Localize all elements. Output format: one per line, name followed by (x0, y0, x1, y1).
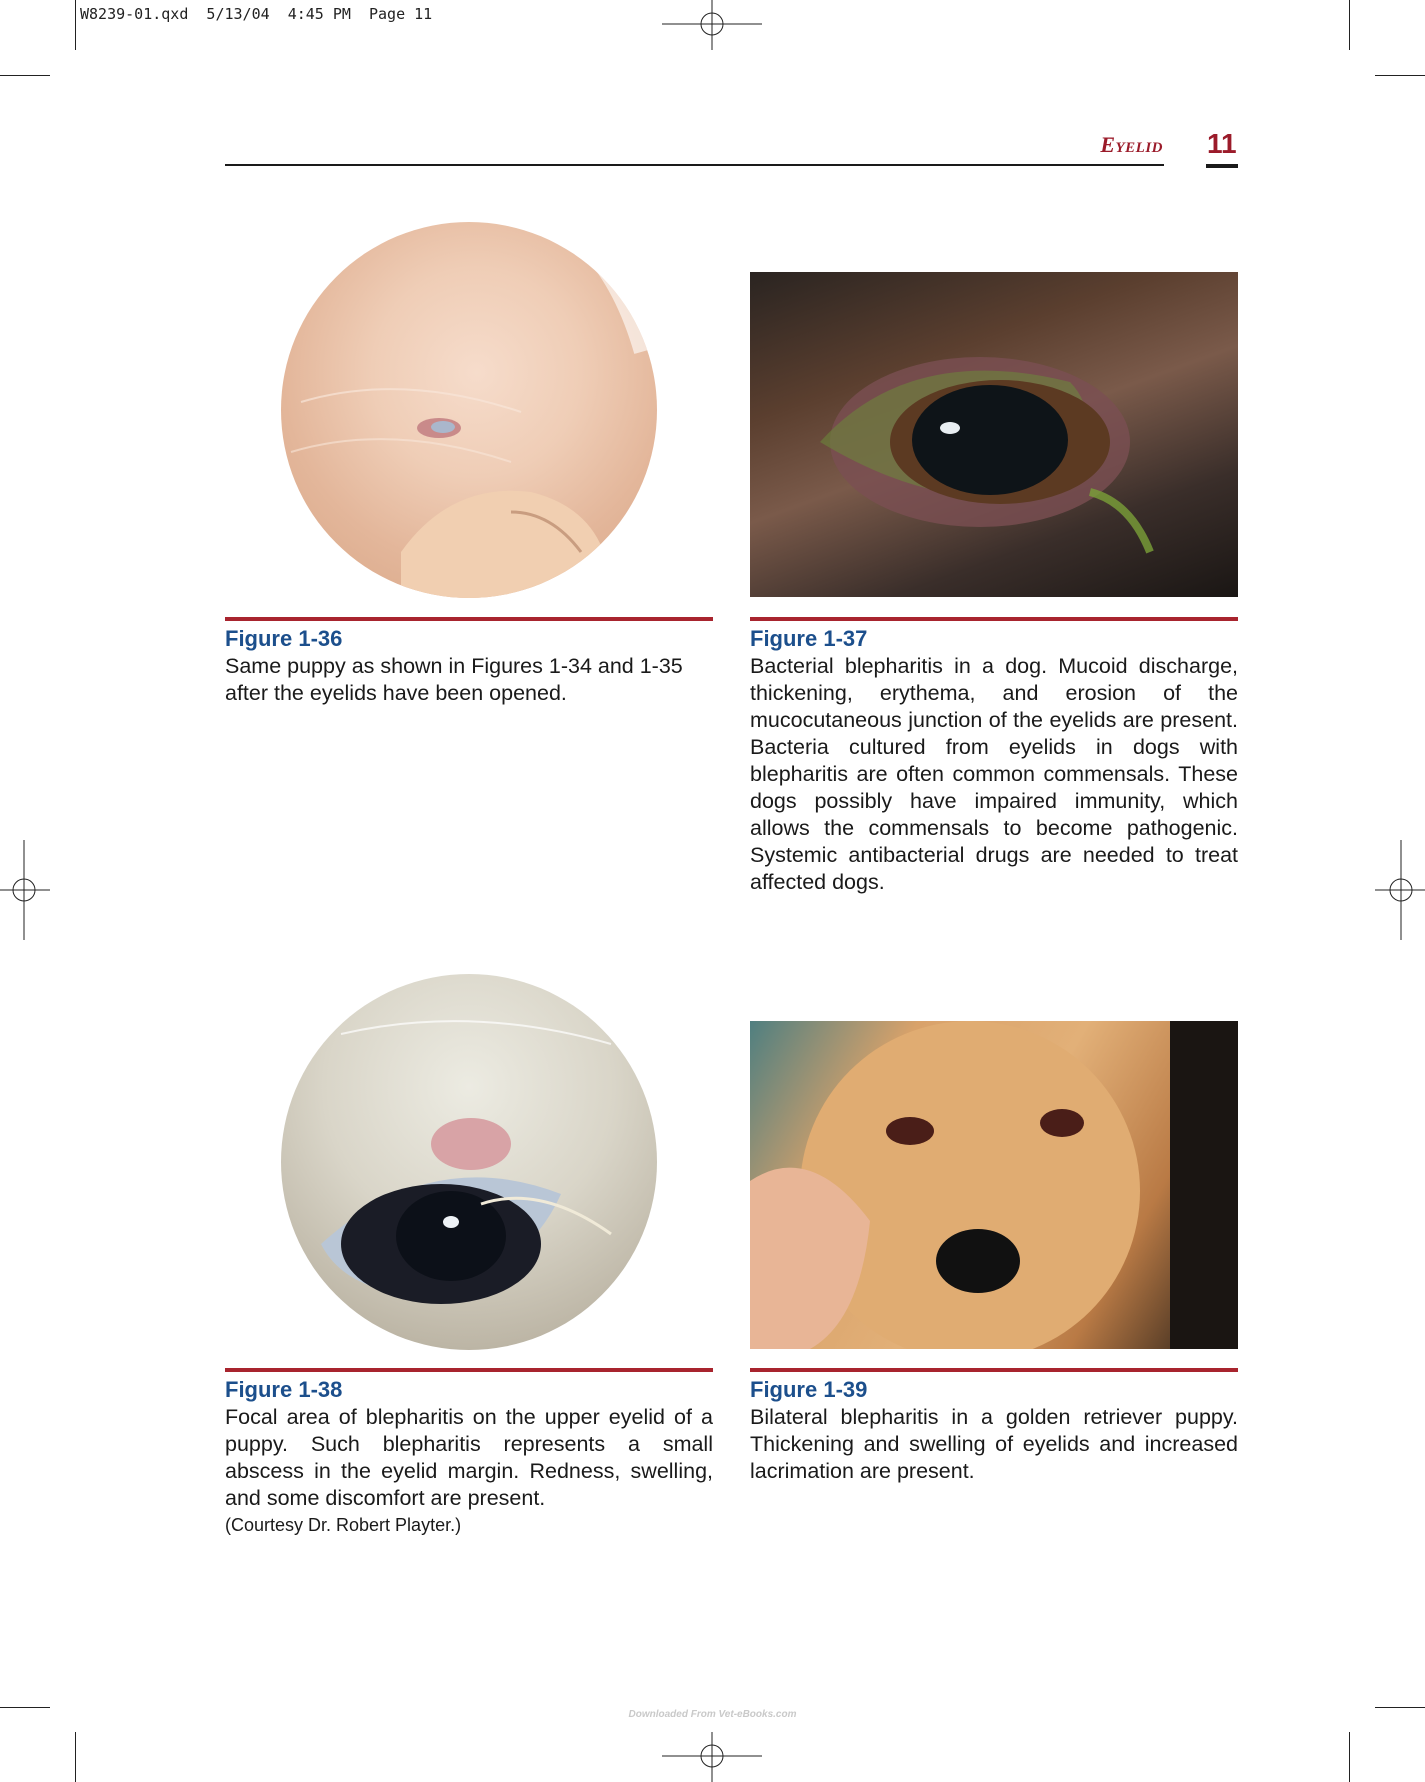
caption-rule (225, 1368, 713, 1372)
registration-mark-top-icon (662, 0, 762, 50)
dog-blepharitis-eye-photo (750, 272, 1238, 597)
figure-title: Figure 1-39 (750, 1377, 868, 1402)
registration-mark-left-icon (0, 840, 50, 940)
figure-title: Figure 1-37 (750, 626, 868, 651)
header-rule (225, 164, 1164, 166)
puppy-upper-eyelid-abscess-photo (281, 974, 657, 1350)
puppy-eyelid-photo (281, 222, 657, 598)
printer-slug: W8239-01.qxd 5/13/04 4:45 PM Page 11 (80, 5, 433, 23)
registration-mark-bottom-icon (662, 1732, 762, 1782)
courtesy-note: (Courtesy Dr. Robert Playter.) (225, 1515, 462, 1535)
figure-title: Figure 1-36 (225, 626, 343, 651)
caption-rule (750, 1368, 1238, 1372)
running-head: Eyelid (1100, 132, 1163, 157)
caption-rule (225, 617, 713, 621)
registration-mark-right-icon (1375, 840, 1425, 940)
page-number: 11 (1207, 128, 1237, 159)
figure-caption: Same puppy as shown in Figures 1-34 and 1-35 after the eyelids have been opened. (225, 654, 683, 705)
caption-rule (750, 617, 1238, 621)
figure-caption: Bacterial blepharitis in a dog. Mucoid discharge, thickening, erythema, and erosion of the mucocutaneous junction of the eyelids are present. Bacteria cultured from eyelids in dogs with blepharitis are often common commensals. These dogs possibly have impaired immunity, which allows the commensals to become pathogenic. Systemic antibacterial drugs are needed to treat affected dogs. (750, 654, 1238, 894)
figure-title: Figure 1-38 (225, 1377, 343, 1402)
figure-caption: Bilateral blepharitis in a golden retriever puppy. Thickening and swelling of eyelids and increased lacrimation are present. (750, 1405, 1238, 1483)
page-number-rule (1206, 164, 1238, 168)
golden-retriever-puppy-photo (750, 1021, 1238, 1349)
footer-credit: Downloaded From Vet-eBooks.com (628, 1709, 797, 1720)
figure-caption: Focal area of blepharitis on the upper eyelid of a puppy. Such blepharitis represents a small abscess in the eyelid margin. Redness, swelling, and some discomfort are present. (225, 1405, 713, 1510)
